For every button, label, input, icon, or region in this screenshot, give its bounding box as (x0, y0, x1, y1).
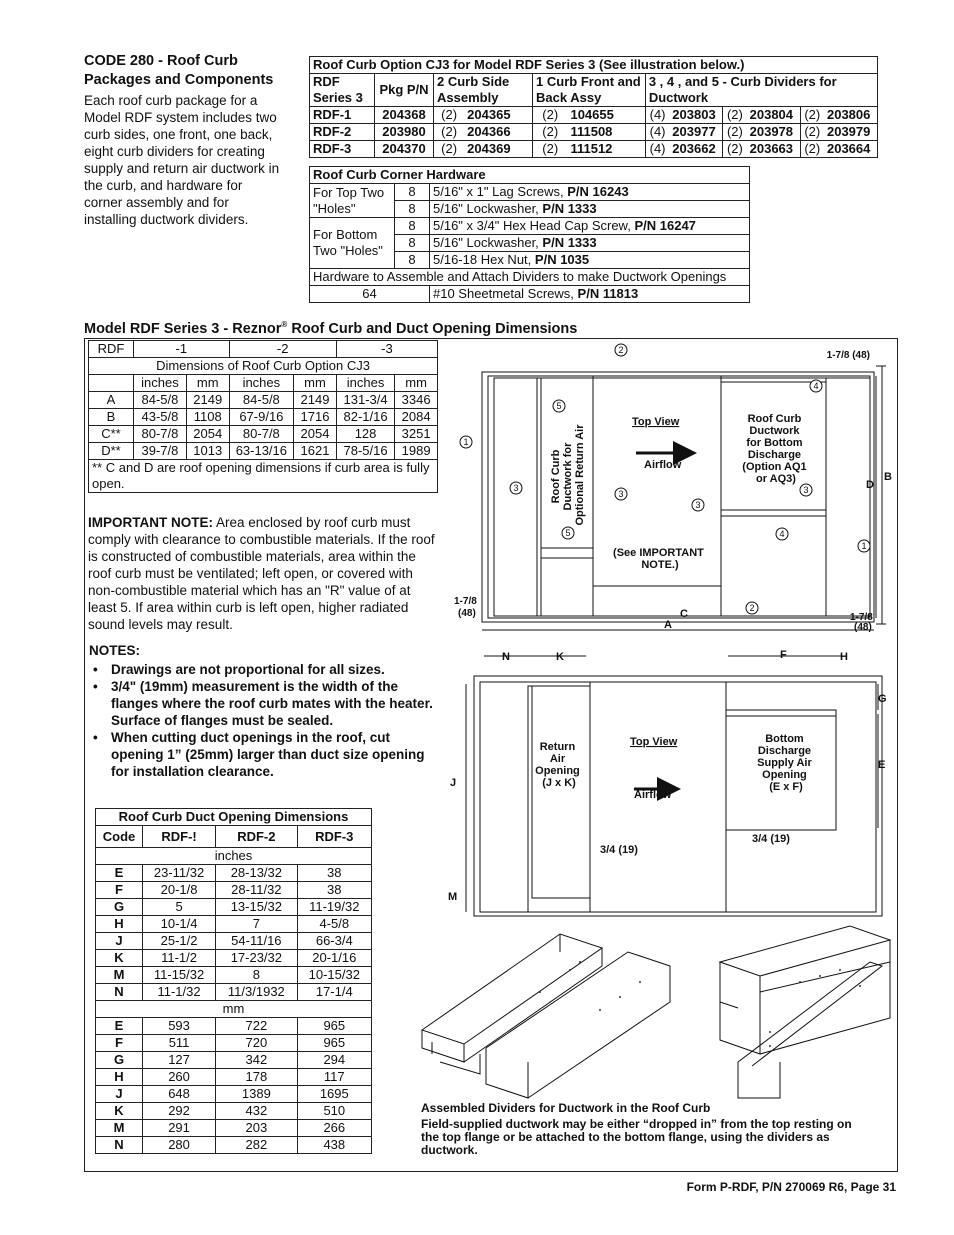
hardware-desc: 5/16-18 Hex Nut, P/N 1035 (430, 252, 750, 269)
option-table-title: Roof Curb Option CJ3 for Model RDF Series 3 (See illustration below.) (310, 57, 878, 74)
option-part: 203803 (669, 107, 722, 124)
dim-value: 78-5/16 (336, 443, 394, 460)
option-qty: (2) (723, 124, 747, 141)
section-title: Model RDF Series 3 - Reznor® Roof Curb and Duct Opening Dimensions (84, 320, 578, 337)
table-row (89, 409, 438, 426)
dim-left: 1-7/8 (454, 596, 477, 607)
dim-value: 80-7/8 (229, 426, 294, 443)
callout-5: 5 (556, 401, 562, 411)
option-part: 203978 (747, 124, 800, 141)
roof-curb-top-view-diagram (446, 340, 894, 636)
table-row (96, 1120, 372, 1137)
airflow-label: Airflow (634, 789, 672, 801)
table-row (96, 1069, 372, 1086)
dim-value: 2084 (395, 409, 438, 426)
duct-value: 20-1/8 (143, 882, 216, 899)
dim-unit: mm (186, 375, 229, 392)
dim-col: -2 (229, 341, 336, 358)
duct-header: Code (96, 826, 143, 848)
see-note-text: (See IMPORTANT NOTE.) (613, 547, 704, 571)
dim-value: 84-5/8 (134, 392, 187, 409)
hardware-divider-desc: #10 Sheetmetal Screws, P/N 11813 (430, 286, 750, 303)
dim-value: 1108 (186, 409, 229, 426)
option-model: RDF-3 (310, 141, 375, 158)
option-header-dividers: 3 , 4 , and 5 - Curb Dividers for Ductwork (645, 74, 877, 107)
duct-value: 28-11/32 (216, 882, 297, 899)
duct-code: H (96, 916, 143, 933)
duct-code: J (96, 933, 143, 950)
hardware-desc: 5/16" x 3/4" Hex Head Cap Screw, P/N 16247 (430, 218, 750, 235)
airflow-label: Airflow (644, 459, 682, 471)
duct-value: 5 (143, 899, 216, 916)
duct-value: 1389 (216, 1086, 297, 1103)
duct-value: 648 (143, 1086, 216, 1103)
dim-value: 43-5/8 (134, 409, 187, 426)
intro-title: CODE 280 - Roof Curb Packages and Components (84, 53, 274, 88)
option-part: 203804 (747, 107, 800, 124)
table-row (96, 984, 372, 1001)
dim-label-m: M (448, 891, 458, 903)
dim-label-b: B (884, 471, 892, 483)
table-row (96, 1086, 372, 1103)
duct-value: 438 (297, 1137, 371, 1154)
dim-top-right: 1-7/8 (48) (826, 350, 870, 361)
dim-subtitle: Dimensions of Roof Curb Option CJ3 (89, 358, 438, 375)
duct-code: K (96, 1103, 143, 1120)
duct-value: 510 (297, 1103, 371, 1120)
callout-3: 3 (803, 485, 809, 495)
duct-value: 511 (143, 1035, 216, 1052)
dim-col-rdf: RDF (89, 341, 134, 358)
duct-value: 25-1/2 (143, 933, 216, 950)
duct-value: 7 (216, 916, 297, 933)
option-qty: (2) (533, 141, 568, 158)
duct-value: 28-13/32 (216, 865, 297, 882)
hardware-qty: 8 (395, 252, 430, 269)
dim-value: 39-7/8 (134, 443, 187, 460)
important-note: IMPORTANT NOTE: Area enclosed by roof curb must comply with clearance to combustible materials. If the roof is constructed of combustible materials, area within the roof curb must be ventilated; left open, or covered with non-combustible material which has an "R" value of at least 5. If area within curb is left open, higher radiated sound levels may result. (88, 515, 435, 632)
hardware-top-label: For Top Two "Holes" (310, 184, 395, 218)
duct-value: 294 (297, 1052, 371, 1069)
duct-code: H (96, 1069, 143, 1086)
option-qty: (2) (533, 124, 568, 141)
duct-value: 20-1/16 (297, 950, 371, 967)
assembled-dividers-illustration (420, 922, 892, 1102)
intro-section (84, 52, 284, 228)
callout-3: 3 (618, 489, 624, 499)
option-pkg: 203980 (375, 124, 434, 141)
notes-section (89, 642, 441, 780)
note-item: • Drawings are not proportional for all sizes. (93, 662, 385, 677)
dim-label-d: D (866, 479, 874, 491)
option-qty: (2) (434, 141, 465, 158)
callout-2: 2 (618, 345, 624, 355)
table-row (96, 899, 372, 916)
note-item: • 3/4" (19mm) measurement is the width of the flanges where the roof curb mates with the heater. Surface of flanges must be sealed. (93, 679, 433, 728)
return-air-opening (528, 686, 590, 912)
hardware-desc: 5/16" Lockwasher, P/N 1333 (430, 201, 750, 218)
table-row (89, 443, 438, 460)
dim-label-c: C (680, 608, 688, 620)
callout-5: 5 (565, 528, 571, 538)
dim-value: 131-3/4 (336, 392, 394, 409)
option-part: 203979 (824, 124, 878, 141)
dim-unit: mm (294, 375, 337, 392)
dim-label-k: K (556, 651, 564, 663)
table-row (89, 426, 438, 443)
curb-dimensions-table (88, 340, 438, 493)
table-row (96, 865, 372, 882)
hardware-desc: 5/16" Lockwasher, P/N 1333 (430, 235, 750, 252)
option-pkg: 204368 (375, 107, 434, 124)
dim-value: 2054 (294, 426, 337, 443)
option-part: 104655 (567, 107, 645, 124)
duct-value: 965 (297, 1018, 371, 1035)
option-header-front: 1 Curb Front and Back Assy (533, 74, 646, 107)
dim-col: -3 (336, 341, 437, 358)
duct-opening-table (95, 808, 372, 1154)
duct-value: 432 (216, 1103, 297, 1120)
duct-value: 203 (216, 1120, 297, 1137)
duct-value: 117 (297, 1069, 371, 1086)
option-part: 204369 (464, 141, 532, 158)
table-row (96, 967, 372, 984)
option-pkg: 204370 (375, 141, 434, 158)
hardware-qty: 8 (395, 201, 430, 218)
option-part: 203977 (669, 124, 722, 141)
option-qty: (2) (800, 124, 824, 141)
option-qty: (4) (645, 141, 669, 158)
duct-value: 280 (143, 1137, 216, 1154)
duct-header: RDF-! (143, 826, 216, 848)
option-part: 203662 (669, 141, 722, 158)
hardware-divider-title: Hardware to Assemble and Attach Dividers to make Ductwork Openings (310, 269, 750, 286)
dim-footnote: ** C and D are roof opening dimensions if curb area is fully open. (89, 460, 438, 493)
duct-table-title: Roof Curb Duct Opening Dimensions (96, 809, 372, 826)
table-row (96, 882, 372, 899)
dim-unit-blank (89, 375, 134, 392)
callout-1: 1 (463, 437, 469, 447)
duct-value: 17-1/4 (297, 984, 371, 1001)
duct-code: E (96, 865, 143, 882)
table-row (96, 1103, 372, 1120)
curb-flange (488, 376, 870, 618)
duct-value: 38 (297, 865, 371, 882)
dim-code: B (89, 409, 134, 426)
hardware-qty: 8 (395, 235, 430, 252)
duct-code: K (96, 950, 143, 967)
duct-opening-top-view-diagram (446, 644, 894, 920)
hardware-table-title: Roof Curb Corner Hardware (310, 167, 750, 184)
duct-value: 13-15/32 (216, 899, 297, 916)
duct-value: 38 (297, 882, 371, 899)
hardware-bottom-label: For Bottom Two "Holes" (310, 218, 395, 269)
option-part: 111508 (567, 124, 645, 141)
svg-text:(48): (48) (458, 608, 476, 619)
duct-value: 722 (216, 1018, 297, 1035)
top-view-label: Top View (632, 416, 680, 428)
option-qty: (2) (533, 107, 568, 124)
dim-col: -1 (134, 341, 230, 358)
duct-code: M (96, 967, 143, 984)
hardware-qty: 8 (395, 184, 430, 201)
dim-value: 2054 (186, 426, 229, 443)
callout-2: 2 (749, 603, 755, 613)
duct-value: 342 (216, 1052, 297, 1069)
duct-value: 266 (297, 1120, 371, 1137)
duct-value: 11-19/32 (297, 899, 371, 916)
duct-code: G (96, 899, 143, 916)
dim-label-h: H (840, 651, 848, 663)
note-item: • When cutting duct openings in the roof, cut opening 1” (25mm) larger than duct size opening for installation clearance. (93, 730, 425, 779)
dim-value: 67-9/16 (229, 409, 294, 426)
dim-value: 2149 (294, 392, 337, 409)
duct-code: G (96, 1052, 143, 1069)
duct-value: 1695 (297, 1086, 371, 1103)
option-part: 111512 (567, 141, 645, 158)
table-row (310, 124, 878, 141)
duct-value: 965 (297, 1035, 371, 1052)
option-qty: (4) (645, 107, 669, 124)
dim-value: 2149 (186, 392, 229, 409)
option-header-rdf: RDF Series 3 (310, 74, 375, 107)
option-qty: (2) (800, 141, 824, 158)
dim-unit: inches (336, 375, 394, 392)
top-view-label: Top View (630, 736, 678, 748)
callout-1: 1 (861, 541, 867, 551)
option-qty: (2) (800, 107, 824, 124)
callout-4: 4 (779, 529, 785, 539)
duct-value: 54-11/16 (216, 933, 297, 950)
option-qty: (2) (723, 107, 747, 124)
option-part: 204366 (464, 124, 532, 141)
field-caption: Field-supplied ductwork may be either “dropped in” from the top resting on the top flange or be attached to the bottom flange, using the dividers as ductwork. (421, 1117, 852, 1157)
duct-value: 4-5/8 (297, 916, 371, 933)
duct-value: 66-3/4 (297, 933, 371, 950)
table-row (310, 141, 878, 158)
return-duct-text: Roof Curb Ductwork for Optional Return Air (550, 424, 586, 526)
duct-unit-mm: mm (96, 1001, 372, 1018)
dim-code: A (89, 392, 134, 409)
dim-value: 1013 (186, 443, 229, 460)
duct-value: 282 (216, 1137, 297, 1154)
supply-duct-text: Roof Curb Ductwork for Bottom Discharge (Option AQ1 or AQ3) (742, 413, 807, 485)
duct-value: 23-11/32 (143, 865, 216, 882)
dim-label-j: J (450, 777, 457, 789)
duct-header: RDF-3 (297, 826, 371, 848)
dim-value: 3346 (395, 392, 438, 409)
duct-unit-inches: inches (96, 848, 372, 865)
flange-right-label: 3/4 (19) (752, 833, 790, 845)
table-row (96, 950, 372, 967)
duct-value: 10-15/32 (297, 967, 371, 984)
option-model: RDF-2 (310, 124, 375, 141)
supply-opening-text: Bottom Discharge Supply Air Opening (E x F) (757, 733, 812, 793)
duct-value: 593 (143, 1018, 216, 1035)
dim-code: D** (89, 443, 134, 460)
dim-label-n: N (502, 651, 510, 663)
table-row (96, 916, 372, 933)
duct-code: F (96, 882, 143, 899)
duct-value: 17-23/32 (216, 950, 297, 967)
callout-3: 3 (513, 483, 519, 493)
svg-text:(48): (48) (854, 622, 872, 633)
duct-value: 720 (216, 1035, 297, 1052)
notes-title: NOTES: (89, 643, 141, 658)
dim-value: 1621 (294, 443, 337, 460)
assembled-caption: Assembled Dividers for Ductwork in the Roof Curb (421, 1101, 711, 1115)
hardware-qty: 8 (395, 218, 430, 235)
dim-value: 1716 (294, 409, 337, 426)
option-qty: (2) (434, 124, 465, 141)
dim-unit: mm (395, 375, 438, 392)
duct-value: 11-1/2 (143, 950, 216, 967)
option-qty: (4) (645, 124, 669, 141)
dim-value: 63-13/16 (229, 443, 294, 460)
dim-value: 80-7/8 (134, 426, 187, 443)
dim-label-e: E (878, 759, 886, 771)
duct-code: J (96, 1086, 143, 1103)
duct-value: 127 (143, 1052, 216, 1069)
duct-value: 11-15/32 (143, 967, 216, 984)
option-part: 203806 (824, 107, 878, 124)
option-model: RDF-1 (310, 107, 375, 124)
option-part: 204365 (464, 107, 532, 124)
duct-value: 260 (143, 1069, 216, 1086)
dim-value: 82-1/16 (336, 409, 394, 426)
dim-value: 3251 (395, 426, 438, 443)
duct-header: RDF-2 (216, 826, 297, 848)
dim-value: 1989 (395, 443, 438, 460)
dim-value: 128 (336, 426, 394, 443)
intro-body: Each roof curb package for a Model RDF system includes two curb sides, one front, one back, eight curb dividers for creating supply and return air ductwork in the curb, and hardware for corner assembly and for installing ductwork dividers. (84, 93, 280, 227)
duct-code: M (96, 1120, 143, 1137)
duct-code: N (96, 984, 143, 1001)
flange-left-label: 3/4 (19) (600, 844, 638, 856)
table-row (96, 1035, 372, 1052)
option-part: 203664 (824, 141, 878, 158)
option-header-side: 2 Curb Side Assembly (434, 74, 533, 107)
hardware-divider-qty: 64 (310, 286, 430, 303)
duct-value: 292 (143, 1103, 216, 1120)
table-row (310, 107, 878, 124)
callout-3: 3 (695, 500, 701, 510)
duct-code: E (96, 1018, 143, 1035)
option-qty: (2) (723, 141, 747, 158)
duct-value: 11/3/1932 (216, 984, 297, 1001)
table-row (96, 1018, 372, 1035)
duct-value: 178 (216, 1069, 297, 1086)
option-header-pkg: Pkg P/N (375, 74, 434, 107)
duct-code: N (96, 1137, 143, 1154)
duct-value: 8 (216, 967, 297, 984)
hardware-table (309, 166, 750, 303)
dim-label-g: G (878, 693, 887, 705)
duct-value: 11-1/32 (143, 984, 216, 1001)
curb-option-table (309, 56, 878, 158)
dim-right: 1-7/8 (850, 612, 873, 623)
hardware-desc: 5/16" x 1" Lag Screws, P/N 16243 (430, 184, 750, 201)
table-row (96, 933, 372, 950)
option-qty: (2) (434, 107, 465, 124)
dim-unit: inches (229, 375, 294, 392)
option-part: 203663 (747, 141, 800, 158)
table-row (89, 392, 438, 409)
dim-value: 84-5/8 (229, 392, 294, 409)
dim-label-f: F (780, 649, 787, 661)
dim-unit: inches (134, 375, 187, 392)
dim-code: C** (89, 426, 134, 443)
table-row (96, 1137, 372, 1154)
table-row (96, 1052, 372, 1069)
page-footer: Form P-RDF, P/N 270069 R6, Page 31 (686, 1180, 896, 1194)
duct-code: F (96, 1035, 143, 1052)
return-opening-text: Return Air Opening (J x K) (535, 741, 580, 789)
duct-value: 291 (143, 1120, 216, 1137)
callout-4: 4 (813, 381, 819, 391)
duct-value: 10-1/4 (143, 916, 216, 933)
dim-label-a: A (664, 619, 672, 631)
